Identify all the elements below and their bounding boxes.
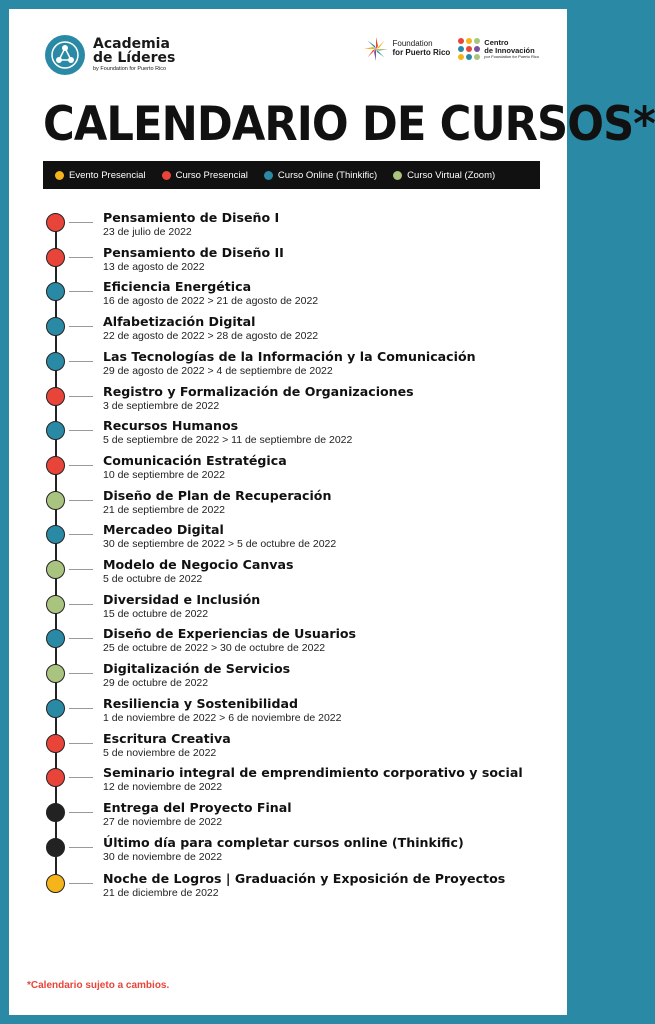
- event-name: Modelo de Negocio Canvas: [103, 557, 294, 572]
- event-date: 21 de diciembre de 2022: [103, 887, 219, 900]
- event-dot-icon: [46, 560, 65, 579]
- academia-logo: [45, 35, 175, 75]
- event-dot-icon: [46, 421, 65, 440]
- event-dot-icon: [46, 595, 65, 614]
- timeline-event: [9, 865, 567, 900]
- event-name: Diversidad e Inclusión: [103, 591, 261, 607]
- event-name: Resiliencia y Sostenibilidad: [103, 695, 299, 711]
- timeline-event: [9, 239, 567, 274]
- timeline-event: [9, 204, 567, 239]
- legend-item: [264, 170, 377, 181]
- event-connector: [69, 500, 93, 501]
- footnote: *Calendario sujeto a cambios.: [27, 980, 170, 991]
- event-connector: [69, 638, 93, 639]
- ci-line2: de Innovación: [484, 45, 535, 55]
- timeline-event: [9, 794, 567, 829]
- legend-label: Evento Presencial: [69, 169, 146, 181]
- event-date: 30 de noviembre de 2022: [103, 850, 223, 863]
- event-connector: [69, 291, 93, 292]
- timeline-event: [9, 378, 567, 413]
- event-date: 29 de octubre de 2022: [103, 677, 209, 690]
- event-dot-icon: [46, 803, 65, 822]
- event-dot-icon: [46, 456, 65, 475]
- event-connector: [69, 257, 93, 258]
- event-dot-icon: [46, 699, 65, 718]
- event-dot-icon: [46, 248, 65, 267]
- timeline-event: [9, 759, 567, 794]
- event-connector: [69, 465, 93, 466]
- logo-title-line1: Academia: [93, 36, 170, 53]
- event-date: 30 de septiembre de 2022 > 5 de octubre de 2022: [103, 538, 337, 551]
- event-dot-icon: [46, 387, 65, 406]
- event-date: 21 de septiembre de 2022: [103, 503, 226, 516]
- legend-dot-icon: [264, 171, 273, 180]
- ci-sub: por Foundation for Puerto Rico: [484, 54, 539, 60]
- timeline-event: [9, 586, 567, 621]
- event-connector: [69, 673, 93, 674]
- network-icon: [45, 35, 85, 75]
- fpr-line1: Foundation: [392, 39, 433, 49]
- logo-subtitle: by Foundation for Puerto Rico: [93, 66, 167, 73]
- event-connector: [69, 708, 93, 709]
- timeline-event: [9, 620, 567, 655]
- legend-item: [55, 170, 146, 181]
- event-name: Registro y Formalización de Organizaciones: [103, 383, 414, 399]
- legend-label: Curso Online (Thinkific): [277, 169, 378, 181]
- event-name: Diseño de Experiencias de Usuarios: [103, 626, 357, 642]
- event-name: Las Tecnologías de la Información y la Comunicación: [103, 348, 476, 364]
- timeline-event: [9, 308, 567, 343]
- event-connector: [69, 777, 93, 778]
- timeline-event: [9, 516, 567, 551]
- legend-dot-icon: [55, 171, 64, 180]
- event-connector: [69, 604, 93, 605]
- event-name: Entrega del Proyecto Final: [103, 799, 292, 815]
- event-date: 3 de septiembre de 2022: [103, 399, 220, 412]
- timeline-event: [9, 829, 567, 864]
- event-date: 10 de septiembre de 2022: [103, 468, 226, 481]
- event-name: Digitalización de Servicios: [103, 661, 291, 677]
- event-dot-icon: [46, 282, 65, 301]
- timeline-event: [9, 690, 567, 725]
- event-date: 15 de octubre de 2022: [103, 607, 209, 620]
- partner-logos: [363, 36, 539, 62]
- legend-dot-icon: [393, 171, 402, 180]
- event-dot-icon: [46, 317, 65, 336]
- logo-title-line2: de Líderes: [93, 50, 176, 67]
- event-connector: [69, 883, 93, 884]
- event-name: Comunicación Estratégica: [103, 452, 287, 468]
- dots-icon: [458, 38, 480, 60]
- event-name: Escritura Creativa: [103, 730, 231, 746]
- ci-logo: [458, 38, 539, 60]
- starburst-icon: [363, 36, 389, 62]
- timeline-event: [9, 273, 567, 308]
- event-dot-icon: [46, 491, 65, 510]
- event-name: Alfabetización Digital: [103, 314, 256, 330]
- event-dot-icon: [46, 664, 65, 683]
- timeline-event: [9, 655, 567, 690]
- event-date: 5 de noviembre de 2022: [103, 746, 217, 759]
- event-connector: [69, 222, 93, 223]
- event-dot-icon: [46, 838, 65, 857]
- event-dot-icon: [46, 352, 65, 371]
- event-name: Último día para completar cursos online (Thinkific): [103, 834, 464, 850]
- event-date: 25 de octubre de 2022 > 30 de octubre de 2022: [103, 642, 326, 655]
- legend-dot-icon: [162, 171, 171, 180]
- event-date: 5 de septiembre de 2022 > 11 de septiembre de 2022: [103, 434, 353, 447]
- timeline-event: [9, 551, 567, 586]
- event-connector: [69, 847, 93, 848]
- event-date: 12 de noviembre de 2022: [103, 781, 223, 794]
- event-name: Recursos Humanos: [103, 418, 239, 434]
- poster-card: [9, 9, 655, 1015]
- event-connector: [69, 326, 93, 327]
- legend-item: [162, 170, 248, 181]
- fpr-line2: for Puerto Rico: [392, 48, 451, 57]
- event-connector: [69, 569, 93, 570]
- event-dot-icon: [46, 525, 65, 544]
- legend-label: Curso Virtual (Zoom): [407, 169, 496, 181]
- timeline-event: [9, 725, 567, 760]
- ci-line1: Centro: [484, 37, 509, 47]
- event-name: Eficiencia Energética: [103, 279, 252, 295]
- event-name: Diseño de Plan de Recuperación: [103, 487, 332, 503]
- event-connector: [69, 743, 93, 744]
- event-name: Pensamiento de Diseño I: [103, 210, 280, 225]
- event-connector: [69, 812, 93, 813]
- event-dot-icon: [46, 629, 65, 648]
- event-name: Seminario integral de emprendimiento corporativo y social: [103, 765, 523, 781]
- legend-bar: [43, 161, 540, 189]
- event-connector: [69, 430, 93, 431]
- timeline-event: [9, 412, 567, 447]
- timeline-event: [9, 447, 567, 482]
- event-date: 29 de agosto de 2022 > 4 de septiembre de 2022: [103, 364, 333, 377]
- page-title: CALENDARIO DE CURSOS*: [43, 97, 655, 152]
- event-dot-icon: [46, 213, 65, 232]
- legend-item: [393, 170, 495, 181]
- event-dot-icon: [46, 768, 65, 787]
- timeline-event: [9, 343, 567, 378]
- event-date: 27 de noviembre de 2022: [103, 815, 223, 828]
- event-date: 22 de agosto de 2022 > 28 de agosto de 2022: [103, 330, 319, 343]
- fpr-logo: [363, 36, 451, 62]
- event-date: 13 de agosto de 2022: [103, 260, 205, 273]
- event-name: Mercadeo Digital: [103, 522, 224, 538]
- event-connector: [69, 534, 93, 535]
- event-date: 16 de agosto de 2022 > 21 de agosto de 2022: [103, 295, 319, 308]
- event-dot-icon: [46, 874, 65, 893]
- event-name: Noche de Logros | Graduación y Exposición de Proyectos: [103, 871, 506, 887]
- event-dot-icon: [46, 734, 65, 753]
- event-connector: [69, 396, 93, 397]
- timeline-event: [9, 482, 567, 517]
- event-date: 1 de noviembre de 2022 > 6 de noviembre de 2022: [103, 711, 342, 724]
- legend-label: Curso Presencial: [175, 169, 248, 181]
- event-date: 5 de octubre de 2022: [103, 573, 203, 585]
- event-date: 23 de julio de 2022: [103, 226, 192, 238]
- event-name: Pensamiento de Diseño II: [103, 244, 284, 260]
- event-connector: [69, 361, 93, 362]
